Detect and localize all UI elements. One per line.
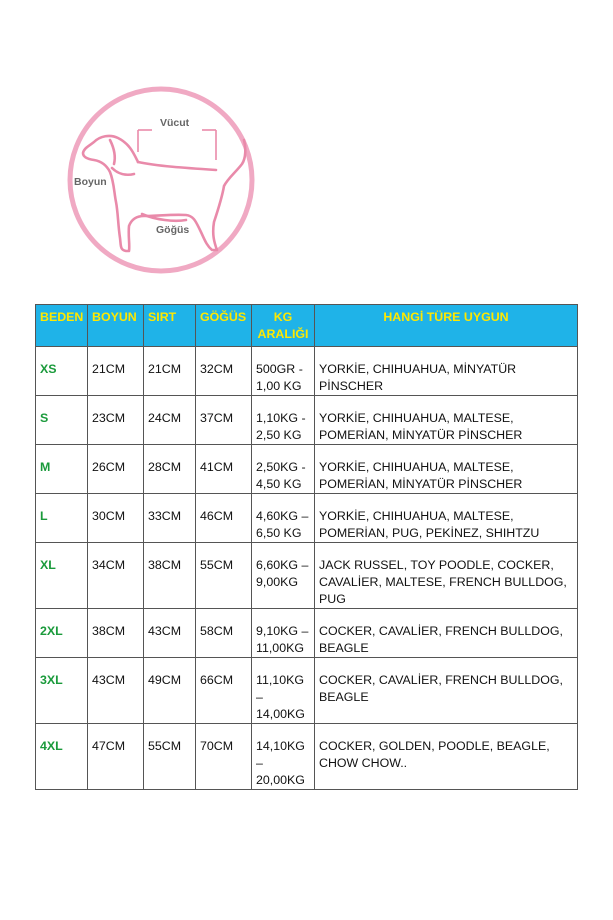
kg-line: 2,50 KG [256,428,302,442]
table-row [36,494,578,543]
breed-cell [315,445,578,494]
kg-line: 4,50 KG [256,477,302,491]
breed-cell [315,658,578,724]
header-kg-range [252,305,315,347]
table-row [36,396,578,445]
chest-cell: 66CM [196,658,252,724]
breed-line: BEAGLE [319,641,369,655]
breed-cell [315,347,578,396]
size-cell: 3XL [36,658,88,724]
breed-line: CHOW CHOW.. [319,756,408,770]
back-cell: 21CM [144,347,196,396]
kg-range-cell [252,494,315,543]
chest-cell: 41CM [196,445,252,494]
breed-line: POMERİAN, MİNYATÜR PİNSCHER [319,477,523,491]
chest-cell: 55CM [196,543,252,609]
neck-cell: 38CM [88,609,144,658]
kg-line: 1,00 KG [256,379,302,393]
table-row [36,445,578,494]
breed-cell [315,543,578,609]
breed-line: JACK RUSSEL, TOY POODLE, COCKER, [319,558,554,572]
neck-cell: 23CM [88,396,144,445]
kg-range-cell [252,445,315,494]
header-kg-line1: KG [273,310,293,324]
chest-label: Göğüs [156,224,190,236]
kg-line: 6,60KG – [256,558,309,572]
table-row [36,658,578,724]
breed-cell [315,724,578,790]
breed-cell [315,609,578,658]
size-cell: XS [36,347,88,396]
breed-line: BEAGLE [319,690,369,704]
body-measure-bracket [138,130,216,160]
size-cell: L [36,494,88,543]
breed-line: COCKER, CAVALİER, FRENCH BULLDOG, [319,673,563,687]
breed-line: CAVALİER, MALTESE, FRENCH BULLDOG, [319,575,567,589]
kg-line: 1,10KG - [256,411,306,425]
chest-cell: 58CM [196,609,252,658]
chest-cell: 37CM [196,396,252,445]
breed-cell [315,396,578,445]
header-kg-line2: ARALIĞI [257,327,309,341]
header-chest: GÖĞÜS [196,305,252,347]
header-breed: HANGİ TÜRE UYGUN [315,305,578,347]
back-cell: 28CM [144,445,196,494]
neck-cell: 21CM [88,347,144,396]
breed-line: POMERİAN, PUG, PEKİNEZ, SHIHTZU [319,526,540,540]
neck-label: Boyun [74,176,107,188]
breed-line: YORKİE, CHIHUAHUA, MALTESE, [319,509,514,523]
kg-range-cell [252,396,315,445]
size-cell: 2XL [36,609,88,658]
neck-cell: 26CM [88,445,144,494]
size-cell: XL [36,543,88,609]
size-cell: S [36,396,88,445]
back-cell: 33CM [144,494,196,543]
kg-range-cell [252,724,315,790]
table-row [36,724,578,790]
header-neck: BOYUN [88,305,144,347]
kg-line: 2,50KG - [256,460,306,474]
back-cell: 38CM [144,543,196,609]
kg-range-cell [252,658,315,724]
breed-line: PİNSCHER [319,379,384,393]
table-body [36,347,578,790]
size-cell: 4XL [36,724,88,790]
breed-line: YORKİE, CHIHUAHUA, MALTESE, [319,460,514,474]
table-header-row [36,305,578,347]
breed-line: YORKİE, CHIHUAHUA, MALTESE, [319,411,514,425]
kg-line: 11,00KG [256,641,304,655]
size-chart-table [35,304,578,790]
body-label: Vücut [160,117,190,129]
back-cell: 49CM [144,658,196,724]
kg-line: 9,10KG – [256,624,309,638]
breed-line: POMERİAN, MİNYATÜR PİNSCHER [319,428,523,442]
chest-cell: 46CM [196,494,252,543]
size-cell: M [36,445,88,494]
table-row [36,347,578,396]
neck-cell: 43CM [88,658,144,724]
kg-range-cell [252,347,315,396]
table-row [36,609,578,658]
neck-cell: 30CM [88,494,144,543]
chest-cell: 70CM [196,724,252,790]
dog-measurement-diagram [56,82,270,274]
breed-line: PUG [319,592,346,606]
kg-range-cell [252,543,315,609]
back-cell: 43CM [144,609,196,658]
kg-line: 4,60KG – [256,509,309,523]
kg-line: 14,00KG [256,707,305,721]
kg-line: 500GR - [256,362,303,376]
header-back: SIRT [144,305,196,347]
kg-line: 11,10KG [256,673,304,687]
neck-cell: 34CM [88,543,144,609]
breed-cell [315,494,578,543]
neck-cell: 47CM [88,724,144,790]
kg-line: 20,00KG [256,773,305,787]
kg-line: – [256,690,263,704]
table-row [36,543,578,609]
kg-range-cell [252,609,315,658]
kg-line: 14,10KG [256,739,305,753]
breed-line: YORKİE, CHIHUAHUA, MİNYATÜR [319,362,517,376]
kg-line: 6,50 KG [256,526,302,540]
breed-line: COCKER, CAVALİER, FRENCH BULLDOG, [319,624,563,638]
back-cell: 24CM [144,396,196,445]
kg-line: 9,00KG [256,575,299,589]
back-cell: 55CM [144,724,196,790]
chest-cell: 32CM [196,347,252,396]
breed-line: COCKER, GOLDEN, POODLE, BEAGLE, [319,739,550,753]
kg-line: – [256,756,263,770]
header-size: BEDEN [36,305,88,347]
